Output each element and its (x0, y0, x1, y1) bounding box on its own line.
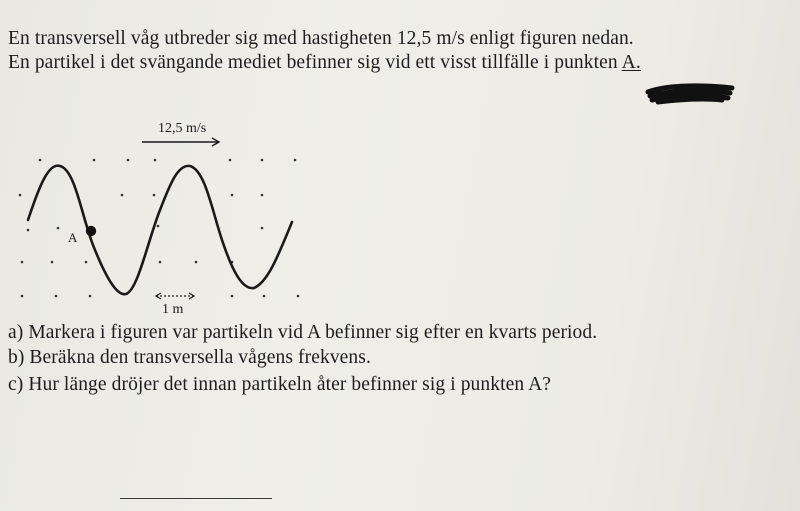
intro-line-2-text: En partikel i det svängande mediet befinner sig vid ett visst tillfälle i punkten (8, 52, 622, 73)
wave-figure (0, 110, 320, 320)
point-a-label: A (68, 230, 78, 245)
footer-rule (120, 498, 272, 499)
question-b: b) Beräkna den transversella vågens frekvens. (8, 347, 371, 368)
velocity-arrow (142, 138, 219, 146)
point-a-marker (86, 226, 96, 236)
redaction-scribble (644, 80, 736, 106)
intro-point-a: A. (621, 52, 641, 73)
scale-label: 1 m (162, 302, 184, 317)
velocity-label: 12,5 m/s (158, 121, 207, 136)
question-a: a) Markera i figuren var partikeln vid A befinner sig efter en kvarts period. (8, 322, 598, 343)
intro-line-2 (8, 52, 641, 74)
question-c: c) Hur länge dröjer det innan partikeln åter befinner sig i punkten A? (8, 374, 552, 395)
grid-dots (19, 159, 300, 298)
scale-arrow (156, 293, 194, 299)
intro-line-1: En transversell våg utbreder sig med hastigheten 12,5 m/s enligt figuren nedan. (8, 28, 634, 49)
